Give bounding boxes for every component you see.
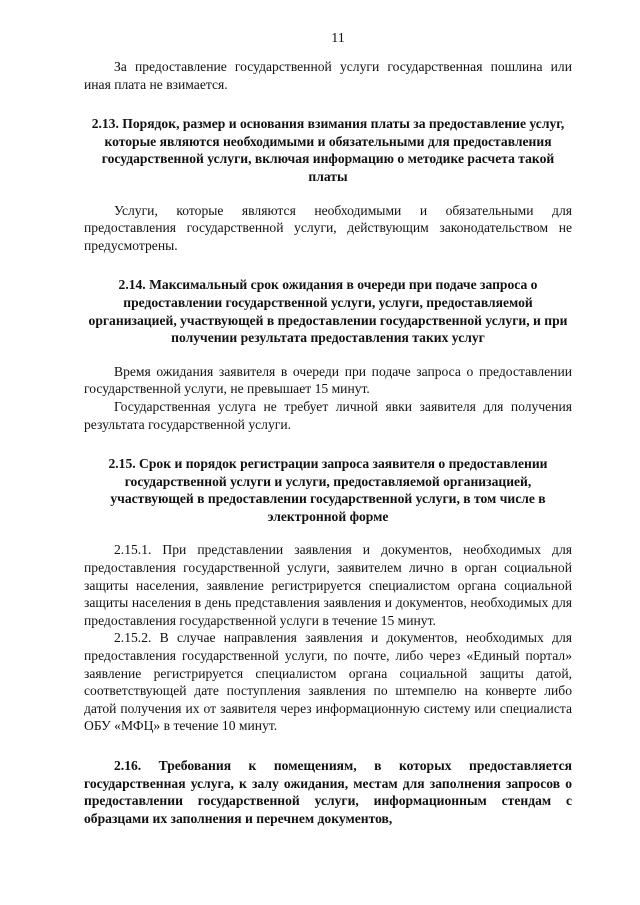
- paragraph-2-15-2: 2.15.2. В случае направления заявления и документов, необходимых для предоставления государственной услуги, по почте, либо через «Единый портал» заявление регистрируется специалистом органа социальной защиты датой, соответствующей дате поступления заявления по штемпелю на конверте либо датой получения их от заявителя через информационную систему или специалиста ОБУ «МФЦ» в течение 10 минут.: [84, 630, 572, 734]
- paragraph-fee-not-charged: За предоставление государственной услуги государственная пошлина или иная плата не взимается.: [84, 59, 572, 92]
- section-heading-2-15: 2.15. Срок и порядок регистрации запроса заявителя о предоставлении государственной услуги и услуги, предоставляемой организацией, участвующей в предоставлении государственной услуги, в том числе в электронной форме: [108, 456, 548, 524]
- paragraph-2-14-wait-time: Время ожидания заявителя в очереди при подаче запроса о предоставлении государственной услуги, не превышает 15 минут.: [84, 363, 572, 397]
- page-number: 11: [331, 31, 345, 46]
- section-heading-2-14: 2.14. Максимальный срок ожидания в очереди при подаче запроса о предоставлении государственной услуги, услуги, предоставляемой организацией, участвующей в предоставлении государственной услуги, и при получении результата предоставления таких услуг: [88, 277, 568, 346]
- section-heading-2-16: 2.16. Требования к помещениям, в которых предоставляется государственная услуга, к залу ожидания, местам для заполнения запросов о предоставлении государственной услуги, информационным стендам с образцами их заполнения и перечнем документов,: [84, 758, 572, 826]
- section-heading-2-13: 2.13. Порядок, размер и основания взимания платы за предоставление услуг, которые являются необходимыми и обязательными для предоставления государственной услуги, включая информацию о методике расчета такой платы: [91, 116, 565, 184]
- paragraph-2-13: Услуги, которые являются необходимыми и обязательными для предоставления государственной услуги, действующим законодательством не предусмотрены.: [84, 202, 572, 253]
- paragraph-2-14-no-appearance: Государственная услуга не требует личной явки заявителя для получения результата государственной услуги.: [84, 398, 572, 432]
- paragraph-2-15-1: 2.15.1. При представлении заявления и документов, необходимых для предоставления государственной услуги, заявителем лично в орган социальной защиты населения, заявление регистрируется специалистом органа социальной защиты населения в день представления заявления и документов, необходимых для предоставления государственной услуги в течение 15 минут.: [84, 542, 572, 628]
- document-page: [84, 30, 572, 827]
